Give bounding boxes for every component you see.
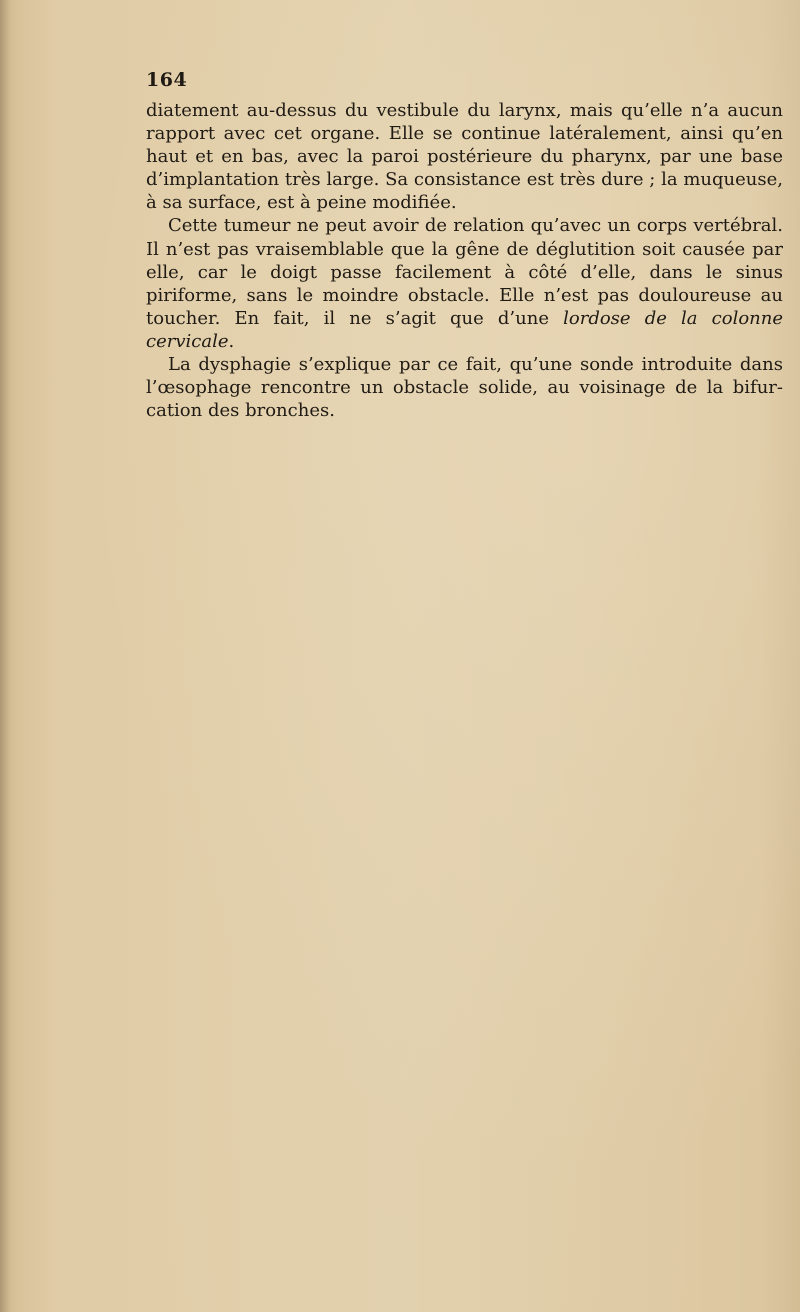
body-text: [146, 99, 783, 422]
paragraph-3: [146, 353, 783, 422]
paragraph-1-text: diatement au-dessus du vestibule du larynx, mais qu’elle n’a aucun rapport avec cet organe. Elle se continue latéralement, ainsi qu’en haut et en bas, avec la paroi postérieure du pharynx, par une base d’implantation très large. Sa consistance est très dure ; la muqueuse, à sa surface, est à peine modifiée.: [146, 100, 783, 214]
paragraph-1: [146, 99, 783, 214]
paragraph-2-text-after: .: [228, 330, 235, 352]
paragraph-2-emphasis: lordose de la colonne cervicale: [146, 307, 784, 352]
page-edge-shadow: [0, 0, 10, 1312]
page-number: 164: [146, 69, 188, 91]
paragraph-2-text-before: Cette tumeur ne peut avoir de relation qu’avec un corps vertébral. Il n’est pas vraisemblable que la gêne de déglutition soit causée par elle, car le doigt passe facilement à côté d’elle, dans le sinus piriforme, sans le moindre obstacle. Elle n’est pas douloureuse au toucher. En fait, il ne s’agit que d’une: [146, 215, 783, 329]
paragraph-2: [146, 214, 783, 353]
paragraph-3-text: La dysphagie s’explique par ce fait, qu’une sonde introduite dans l’œsophage rencontre un obstacle solide, au voisinage de la bifurcation des bronches.: [146, 354, 783, 422]
